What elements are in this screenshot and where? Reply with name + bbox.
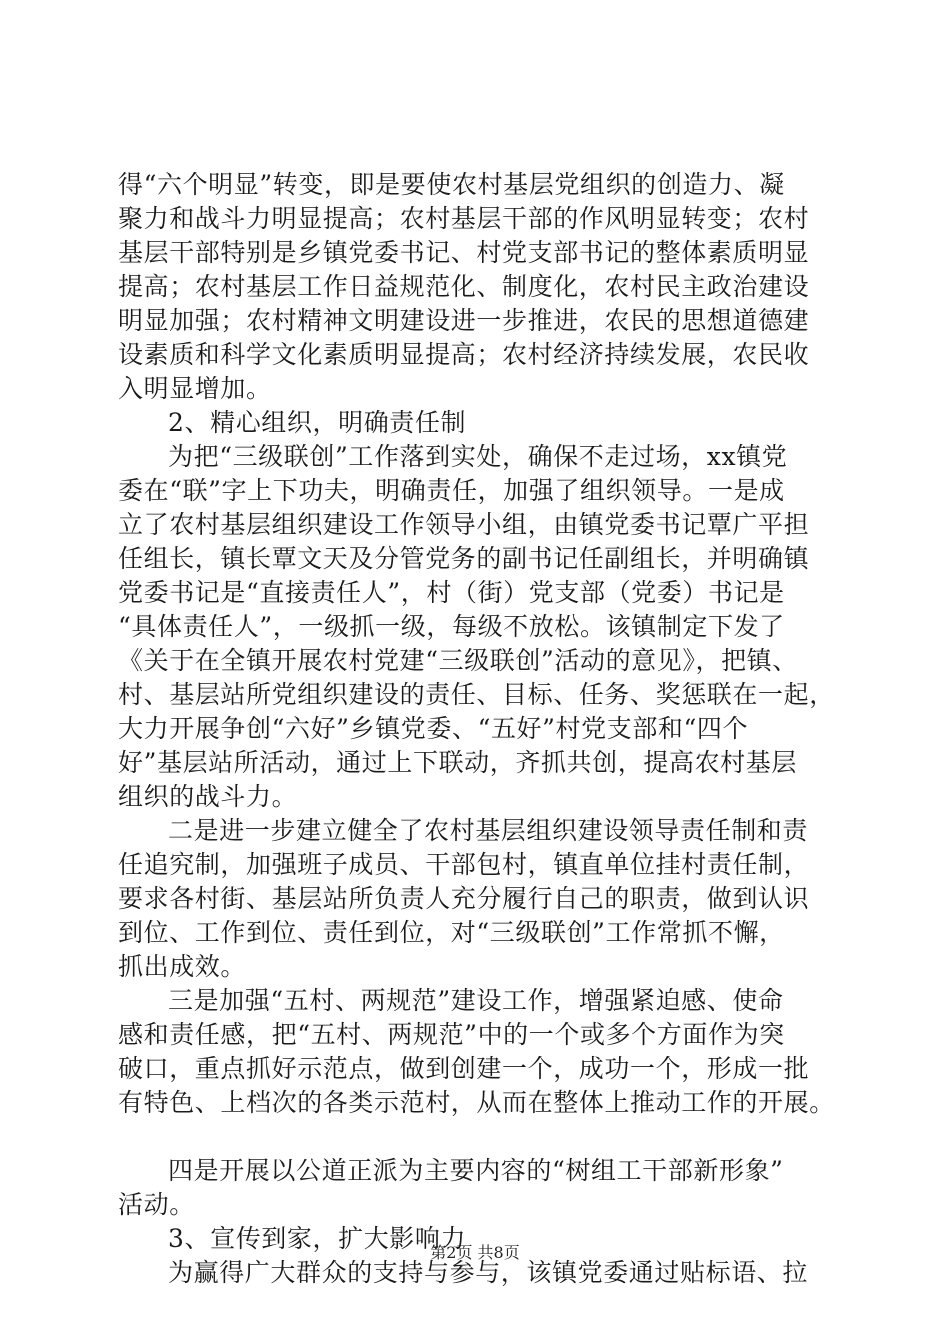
text-line: 四是开展以公道正派为主要内容的“树组工干部新形象” [168, 1156, 784, 1185]
text-line: 要求各村街、基层站所负责人充分履行自己的职责，做到认识 [118, 884, 810, 913]
text-line: 立了农村基层组织建设工作领导小组，由镇党委书记覃广平担 [118, 510, 810, 539]
blank-line [118, 1120, 838, 1154]
text-line: 为把“三级联创”工作落到实处，确保不走过场，xx镇党 [168, 442, 788, 471]
text-line: 活动。 [118, 1190, 195, 1219]
page-footer: 第2页 共8页 [430, 1243, 520, 1262]
text-line: 提高；农村基层工作日益规范化、制度化，农村民主政治建设 [118, 272, 810, 301]
text-line: 破口，重点抓好示范点，做到创建一个，成功一个，形成一批 [118, 1054, 810, 1083]
text-line: 二是进一步建立健全了农村基层组织建设领导责任制和责 [168, 816, 809, 845]
text-line: 明显加强；农村精神文明建设进一步推进，农民的思想道德建 [118, 306, 810, 335]
text-line: 抓出成效。 [118, 952, 247, 981]
text-line: 为赢得广大群众的支持与参与，该镇党委通过贴标语、拉 [168, 1258, 809, 1287]
text-line: 委在“联”字上下功夫，明确责任，加强了组织领导。一是成 [118, 476, 785, 505]
text-line: 组织的战斗力。 [118, 782, 298, 811]
section-heading: 2、精心组织，明确责任制 [168, 408, 467, 437]
document-body [118, 168, 838, 1290]
text-line: 三是加强“五村、两规范”建设工作，增强紧迫感、使命 [168, 986, 784, 1015]
section-heading: 3、宣传到家，扩大影响力 [168, 1224, 467, 1253]
text-line: 大力开展争创“六好”乡镇党委、“五好”村党支部和“四个 [118, 714, 749, 743]
text-line: 任组长，镇长覃文天及分管党务的副书记任副组长，并明确镇 [118, 544, 810, 573]
text-line: 基层干部特别是乡镇党委书记、村党支部书记的整体素质明显 [118, 238, 810, 267]
text-line: 设素质和科学文化素质明显提高；农村经济持续发展，农民收 [118, 340, 810, 369]
text-line: 得“六个明显”转变，即是要使农村基层党组织的创造力、凝 [118, 170, 785, 199]
text-line: 入明显增加。 [118, 374, 272, 403]
text-line: “具体责任人”，一级抓一级，每级不放松。该镇制定下发了 [118, 612, 785, 641]
text-line: 到位、工作到位、责任到位，对“三级联创”工作常抓不懈， [118, 918, 785, 947]
text-line: 党委书记是“直接责任人”，村（街）党支部（党委）书记是 [118, 578, 785, 607]
text-line: 有特色、上档次的各类示范村，从而在整体上推动工作的开展。 [118, 1088, 835, 1117]
text-line: 好”基层站所活动，通过上下联动，齐抓共创，提高农村基层 [118, 748, 797, 777]
text-line: 任追究制，加强班子成员、干部包村，镇直单位挂村责任制， [118, 850, 810, 879]
text-line: 感和责任感，把“五村、两规范”中的一个或多个方面作为突 [118, 1020, 785, 1049]
text-line: 聚力和战斗力明显提高；农村基层干部的作风明显转变；农村 [118, 204, 810, 233]
text-line: 《关于在全镇开展农村党建“三级联创”活动的意见》，把镇、 [118, 646, 798, 675]
text-line: 村、基层站所党组织建设的责任、目标、任务、奖惩联在一起， [118, 680, 835, 709]
